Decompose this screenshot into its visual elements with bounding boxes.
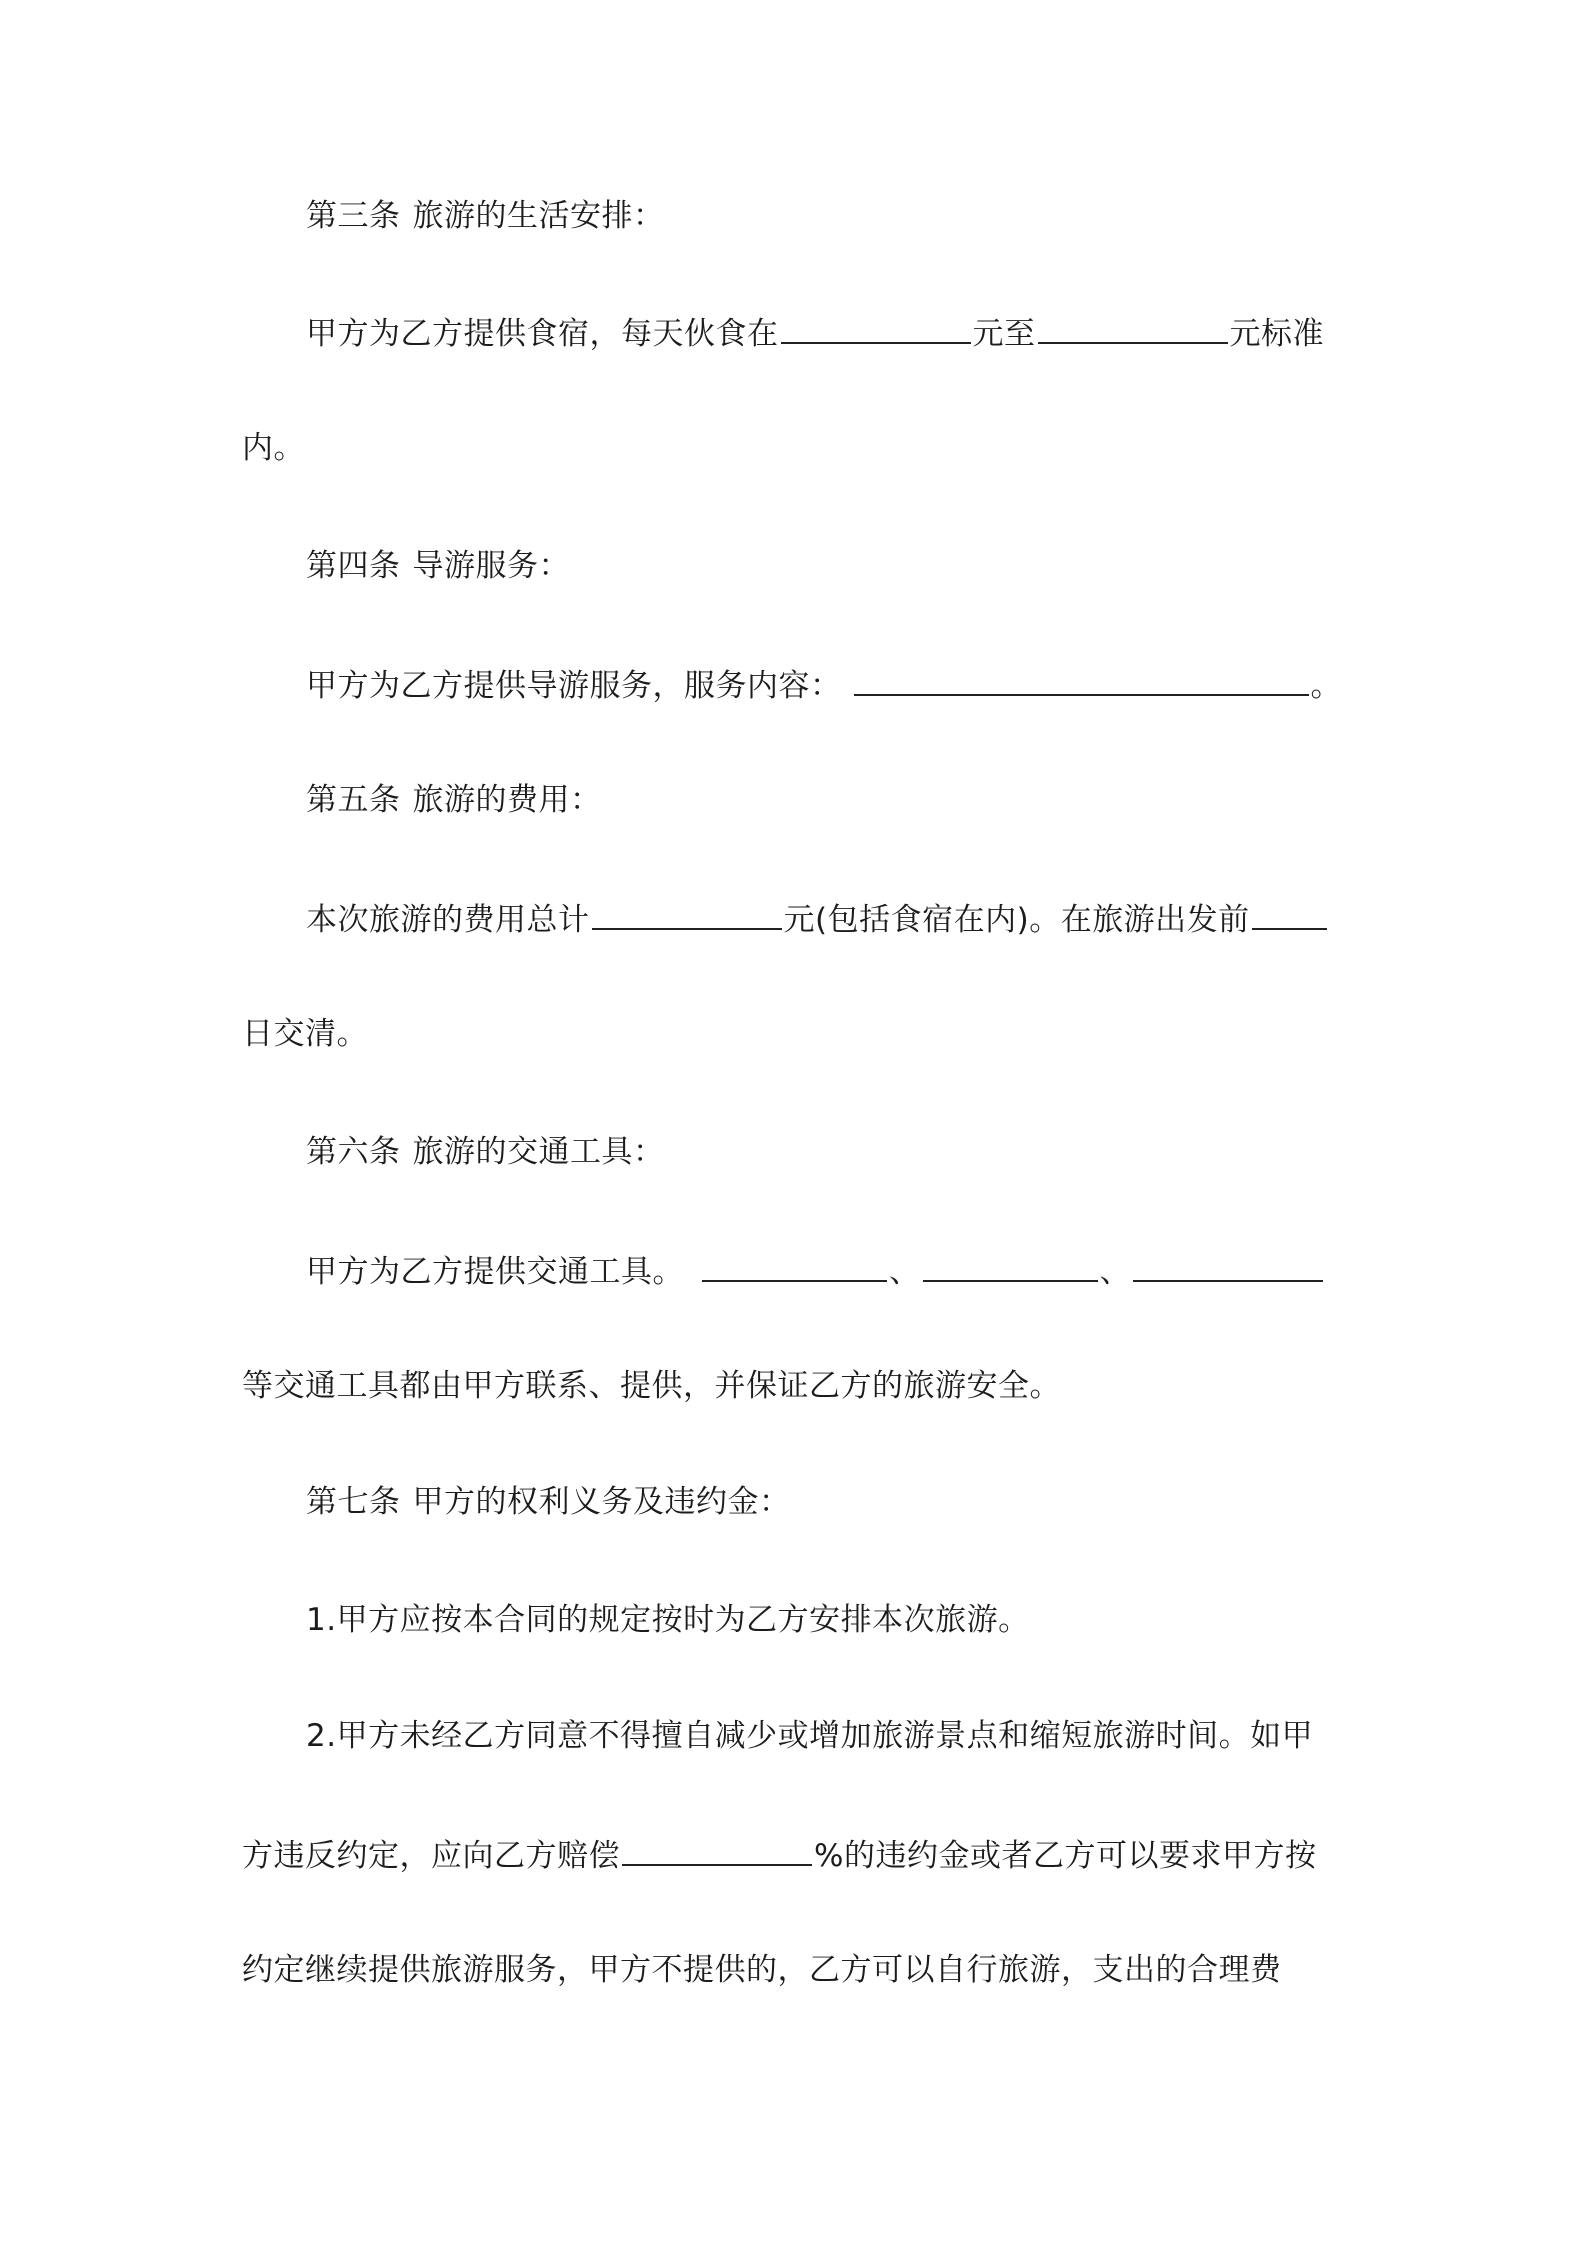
article-7-item-1: [306, 1600, 1030, 1640]
paragraph-text: 元标准: [1229, 316, 1324, 352]
article-4-heading: [306, 546, 570, 586]
article-3-heading: [306, 196, 665, 236]
total-fee-blank[interactable]: [592, 898, 782, 930]
paragraph-text: 甲方为乙方提供食宿，每天伙食在: [306, 316, 779, 352]
article-3-paragraph-cont: [242, 428, 305, 468]
meal-min-blank[interactable]: [781, 312, 971, 344]
article-6-paragraph: [306, 1250, 1325, 1292]
article-7-item-2: [306, 1716, 1313, 1756]
paragraph-text: 元(包括食宿在内)。在旅游出发前: [783, 902, 1250, 938]
article-number: 第六条: [306, 1134, 401, 1170]
separator: 、: [889, 1254, 921, 1290]
paragraph-text: 内。: [242, 430, 305, 466]
paragraph-text: 。: [1310, 668, 1342, 704]
article-number: 第七条: [306, 1484, 401, 1520]
penalty-percent-blank[interactable]: [622, 1834, 812, 1866]
transport-2-blank[interactable]: [923, 1250, 1098, 1282]
article-7-item-2-cont: [242, 1834, 1316, 1876]
article-4-paragraph: [306, 664, 1342, 706]
paragraph-text: 日交清。: [242, 1016, 368, 1052]
paragraph-text: %的违约金或者乙方可以要求甲方按: [814, 1838, 1317, 1874]
meal-max-blank[interactable]: [1038, 312, 1228, 344]
article-title: 甲方的权利义务及违约金：: [412, 1484, 791, 1520]
article-title: 旅游的生活安排：: [412, 198, 665, 234]
article-7-heading: [306, 1482, 791, 1522]
article-number: 第三条: [306, 198, 401, 234]
article-6-heading: [306, 1132, 665, 1172]
article-number: 第四条: [306, 548, 401, 584]
article-title: 导游服务：: [412, 548, 570, 584]
paragraph-text: 2.甲方未经乙方同意不得擅自减少或增加旅游景点和缩短旅游时间。如甲: [306, 1718, 1314, 1754]
article-7-item-2-cont2: [242, 1950, 1282, 1990]
payment-days-blank[interactable]: [1252, 898, 1327, 930]
article-5-paragraph-cont: [242, 1014, 368, 1054]
paragraph-text: 等交通工具都由甲方联系、提供，并保证乙方的旅游安全。: [242, 1368, 1061, 1404]
paragraph-text: 本次旅游的费用总计: [306, 902, 590, 938]
article-5-paragraph: [306, 898, 1329, 940]
paragraph-text: 甲方为乙方提供交通工具。: [306, 1254, 684, 1290]
article-title: 旅游的交通工具：: [412, 1134, 665, 1170]
paragraph-text: 甲方为乙方提供导游服务，服务内容：: [306, 668, 842, 704]
paragraph-text: 元至: [972, 316, 1036, 352]
service-content-blank[interactable]: [854, 664, 1309, 696]
article-6-paragraph-cont: [242, 1366, 1061, 1406]
transport-1-blank[interactable]: [702, 1250, 887, 1282]
transport-3-blank[interactable]: [1133, 1250, 1323, 1282]
article-title: 旅游的费用：: [412, 782, 602, 818]
article-5-heading: [306, 780, 602, 820]
separator: 、: [1099, 1254, 1131, 1290]
article-3-paragraph: [306, 312, 1324, 354]
paragraph-text: 1.甲方应按本合同的规定按时为乙方安排本次旅游。: [306, 1602, 1030, 1638]
paragraph-text: 约定继续提供旅游服务，甲方不提供的，乙方可以自行旅游，支出的合理费: [242, 1952, 1282, 1988]
paragraph-text: 方违反约定，应向乙方赔偿: [242, 1838, 620, 1874]
article-number: 第五条: [306, 782, 401, 818]
